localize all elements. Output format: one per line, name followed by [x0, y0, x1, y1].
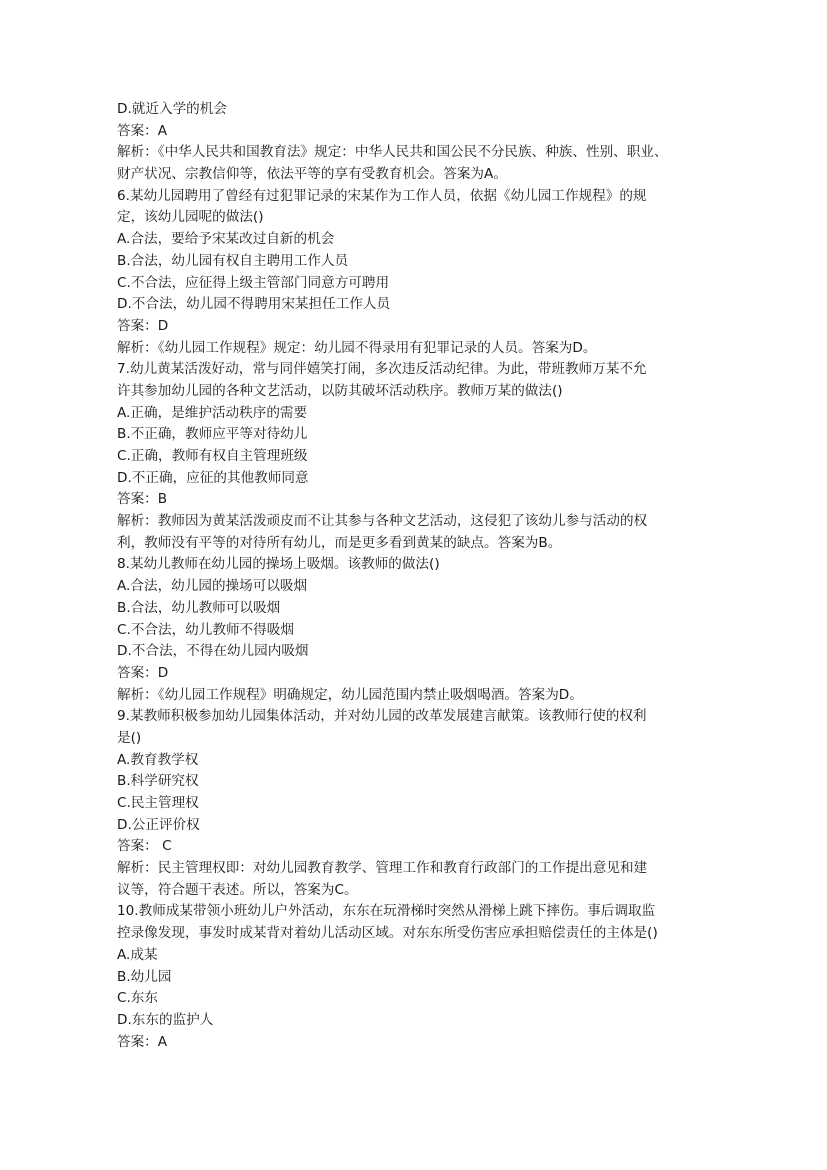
option-d-q5: D.就近入学的机会: [117, 101, 227, 117]
option-c-q8: C.不合法，幼儿教师不得吸烟: [117, 621, 294, 638]
answer-q10: 答案：A: [117, 1033, 168, 1050]
answer-q9: 答案： C: [117, 838, 172, 855]
option-a-q10: A.成某: [117, 946, 158, 963]
explanation-q7-line1: 解析：教师因为黄某活泼顽皮而不让其参与各种文艺活动，这侵犯了该幼儿参与活动的权: [117, 513, 648, 530]
question-8: 8.某幼儿教师在幼儿园的操场上吸烟。该教师的做法(): [117, 556, 440, 573]
question-9-line1: 9.某教师积极参加幼儿园集体活动，并对幼儿园的改革发展建言献策。该教师行使的权利: [117, 708, 647, 725]
explanation-q5-line2: 财产状况、宗教信仰等，依法平等的享有受教育机会。答案为A。: [117, 166, 507, 183]
option-d-q9: D.公正评价权: [117, 816, 200, 833]
option-c-q7: C.正确，教师有权自主管理班级: [117, 448, 308, 464]
answer-q6: 答案：D: [117, 317, 169, 334]
answer-q7: 答案：B: [117, 491, 168, 508]
question-10-line1: 10.教师成某带领小班幼儿户外活动，东东在玩滑梯时突然从滑梯上跳下摔伤。事后调取监: [117, 903, 656, 920]
answer-q8: 答案：D: [117, 664, 169, 681]
option-d-q6: D.不合法，幼儿园不得聘用宋某担任工作人员: [117, 296, 391, 313]
option-b-q9: B.科学研究权: [117, 773, 199, 790]
option-a-q8: A.合法，幼儿园的操场可以吸烟: [117, 578, 308, 595]
question-9-line2: 是(): [117, 729, 142, 746]
option-b-q6: B.合法，幼儿园有权自主聘用工作人员: [117, 252, 349, 269]
option-d-q10: D.东东的监护人: [117, 1011, 214, 1028]
option-b-q8: B.合法，幼儿教师可以吸烟: [117, 599, 281, 616]
option-a-q9: A.教育教学权: [117, 751, 199, 768]
option-a-q6: A.合法，要给予宋某改过自新的机会: [117, 231, 335, 248]
answer-q5: 答案：A: [117, 122, 168, 139]
explanation-q9-line2: 议等，符合题干表述。所以，答案为C。: [117, 881, 358, 898]
explanation-q5-line1: 解析：《中华人民共和国教育法》规定：中华人民共和国公民不分民族、种族、性别、职业、: [117, 144, 668, 161]
question-10-line2: 控录像发现，事发时成某背对着幼儿活动区域。对东东所受伤害应承担赔偿责任的主体是(): [117, 925, 658, 942]
option-d-q8: D.不合法，不得在幼儿园内吸烟: [117, 643, 309, 660]
option-c-q6: C.不合法，应征得上级主管部门同意方可聘用: [117, 274, 390, 291]
explanation-q8: 解析：《幼儿园工作规程》明确规定，幼儿园范围内禁止吸烟喝酒。答案为D。: [117, 686, 583, 703]
explanation-q6: 解析：《幼儿园工作规程》规定：幼儿园不得录用有犯罪记录的人员。答案为D。: [117, 339, 597, 356]
option-a-q7: A.正确，是维护活动秩序的需要: [117, 404, 308, 421]
document-page: [117, 99, 717, 1053]
option-c-q9: C.民主管理权: [117, 795, 199, 811]
option-b-q10: B.幼儿园: [117, 968, 172, 985]
explanation-q7-line2: 利，教师没有平等的对待所有幼儿，而是更多看到黄某的缺点。答案为B。: [117, 534, 562, 551]
question-6-line2: 定，该幼儿园呢的做法(): [117, 209, 264, 226]
question-7-line1: 7.幼儿黄某活泼好动，常与同伴嬉笑打闹，多次违反活动纪律。为此，带班教师万某不允: [117, 361, 647, 378]
explanation-q9-line1: 解析：民主管理权即：对幼儿园教育教学、管理工作和教育行政部门的工作提出意见和建: [117, 860, 648, 877]
option-b-q7: B.不正确，教师应平等对待幼儿: [117, 426, 308, 443]
option-d-q7: D.不正确，应征的其他教师同意: [117, 469, 309, 486]
question-7-line2: 许其参加幼儿园的各种文艺活动，以防其破坏活动秩序。教师万某的做法(): [117, 382, 563, 399]
question-6-line1: 6.某幼儿园聘用了曾经有过犯罪记录的宋某作为工作人员，依据《幼儿园工作规程》的规: [117, 187, 647, 204]
option-c-q10: C.东东: [117, 990, 159, 1007]
